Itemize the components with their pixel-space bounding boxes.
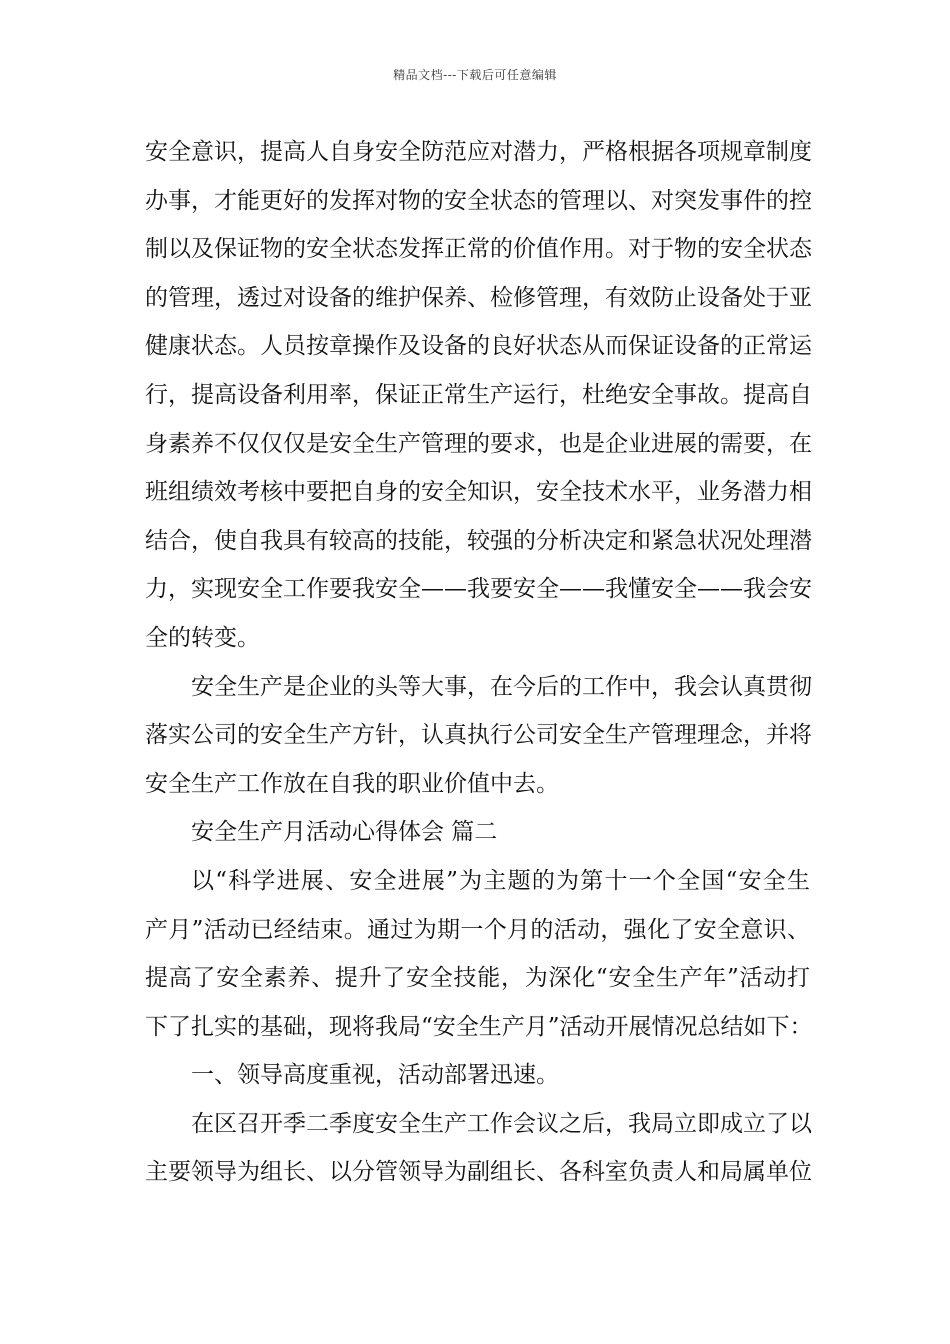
text-line: 以“科学进展、安全进展”为主题的为第十一个全国“安全生 xyxy=(191,867,810,894)
text-line: 落实公司的安全生产方针，认真执行公司安全生产管理理念，并将 xyxy=(145,722,812,749)
text-line: 身素养不仅仅仅是安全生产管理的要求，也是企业进展的需要，在 xyxy=(145,430,812,457)
text-line: 提高了安全素养、提升了安全技能，为深化“安全生产年”活动打 xyxy=(145,965,810,992)
text-line: 下了扎实的基础，现将我局“安全生产月”活动开展情况总结如下： xyxy=(145,1013,813,1040)
text-line: 安全意识，提高人自身安全防范应对潜力，严格根据各项规章制度 xyxy=(145,139,812,165)
text-line: 健康状态。人员按章操作及设备的良好状态从而保证设备的正常运 xyxy=(145,333,812,360)
page-header: 精品文档---下载后可任意编辑 xyxy=(393,68,557,82)
text-line: 的管理，透过对设备的维护保养、检修管理，有效防止设备处于亚 xyxy=(145,284,812,311)
text-line: 办事，才能更好的发挥对物的安全状态的管理以、对突发事件的控 xyxy=(145,187,812,214)
text-line: 主要领导为组长、以分管领导为副组长、各科室负责人和局属单位 xyxy=(145,1159,812,1186)
text-line: 产月”活动已经结束。通过为期一个月的活动，强化了安全意识、 xyxy=(145,916,810,943)
text-line: 结合，使自我具有较高的技能，较强的分析决定和紧急状况处理潜 xyxy=(145,527,812,554)
text-line: 班组绩效考核中要把自身的安全知识，安全技术水平，业务潜力相 xyxy=(145,479,812,506)
text-line: 制以及保证物的安全状态发挥正常的价值作用。对于物的安全状态 xyxy=(145,236,812,263)
text-line: 行，提高设备利用率，保证正常生产运行，杜绝安全事故。提高自 xyxy=(145,381,812,408)
text-line: 在区召开季二季度安全生产工作会议之后，我局立即成立了以 xyxy=(191,1110,812,1137)
text-line: 全的转变。 xyxy=(145,624,260,651)
text-line: 安全生产工作放在自我的职业价值中去。 xyxy=(145,770,559,797)
text-line: 安全生产是企业的头等大事，在今后的工作中，我会认真贯彻 xyxy=(191,673,812,700)
text-line: 力，实现安全工作要我安全——我要安全——我懂安全——我会安 xyxy=(145,576,812,603)
document-body xyxy=(145,128,813,1197)
text-line: 一、领导高度重视，活动部署迅速。 xyxy=(191,1062,559,1089)
text-line: 安全生产月活动心得体会 篇二 xyxy=(191,819,498,846)
